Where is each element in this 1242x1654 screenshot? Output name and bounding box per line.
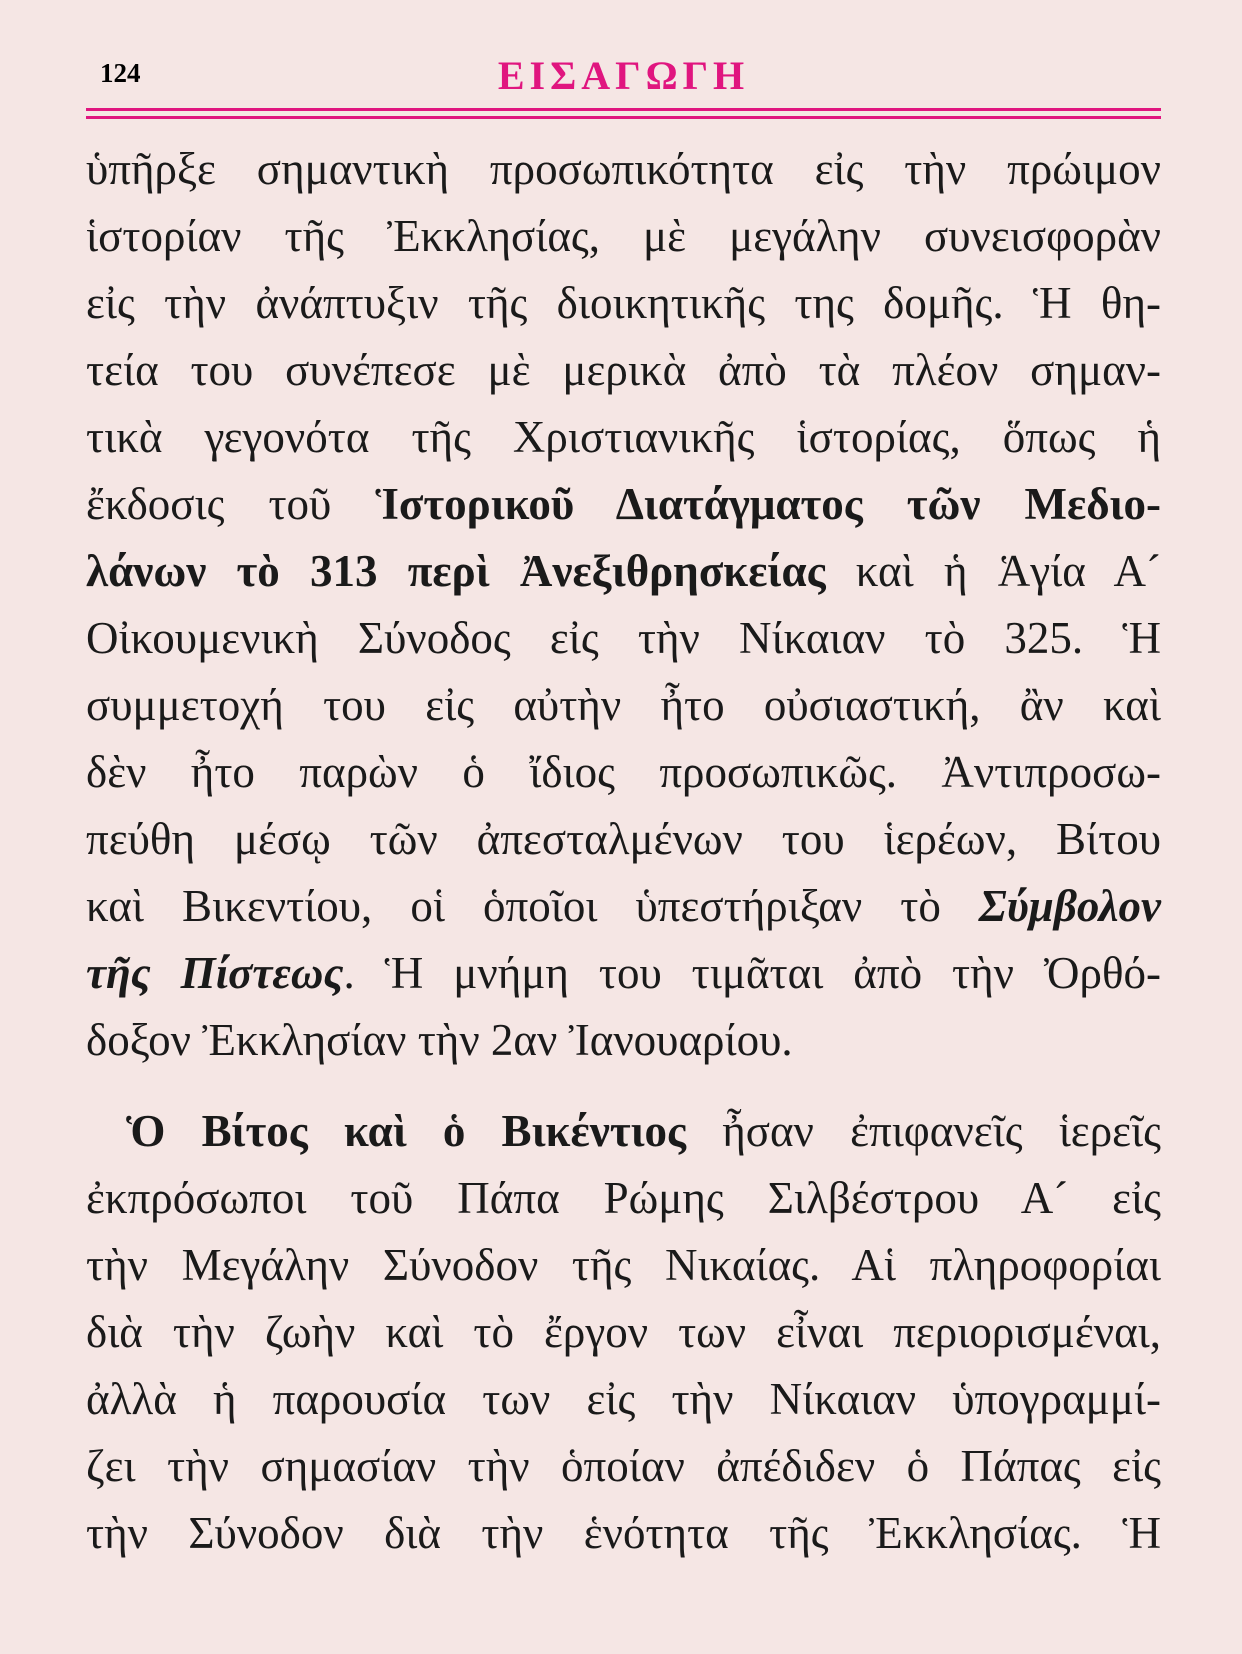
text-run: καὶ Βικεντίου, οἱ ὁποῖοι ὑπεστήριξαν τὸ xyxy=(86,881,979,931)
header-rule-top xyxy=(86,108,1161,111)
text-line xyxy=(86,1098,1161,1165)
text-line: συμμετοχή του εἰς αὐτὴν ἦτο οὐσιαστική, ἂν καὶ xyxy=(86,680,1161,730)
text-line: διὰ τὴν ζωὴν καὶ τὸ ἔργον των εἶναι περιορισμέναι, xyxy=(86,1307,1161,1357)
text-line: ἐκπρόσωποι τοῦ Πάπα Ρώμης Σιλβέστρου Α´ εἰς xyxy=(86,1173,1161,1223)
text-line: Οἰκουμενικὴ Σύνοδος εἰς τὴν Νίκαιαν τὸ 325. Ἡ xyxy=(86,613,1161,663)
text-run: ἔκδοσις τοῦ xyxy=(86,479,376,529)
text-line xyxy=(86,471,1161,538)
text-run: καὶ ἡ Ἁγία Α´ xyxy=(825,546,1161,596)
text-line: ὑπῆρξε σημαντικὴ προσωπικότητα εἰς τὴν πρώιμον xyxy=(86,144,1161,194)
bold-italic-phrase-creed-cont: τῆς Πίστεως xyxy=(86,948,344,998)
bold-phrase-edict-cont: λάνων τὸ 313 περὶ Ἀνεξιθρησκείας xyxy=(86,546,826,596)
bold-italic-phrase-creed: Σύμβολον xyxy=(978,881,1161,931)
text-line: πεύθη μέσῳ τῶν ἀπεσταλμένων του ἱερέων, Βίτου xyxy=(86,814,1161,864)
bold-phrase-vitus-vincent: Ὁ Βίτος καὶ ὁ Βικέντιος xyxy=(126,1106,687,1156)
text-line: ζει τὴν σημασίαν τὴν ὁποίαν ἀπέδιδεν ὁ Πάπας εἰς xyxy=(86,1441,1161,1491)
header-rule-bottom xyxy=(86,116,1161,119)
text-line xyxy=(86,940,1161,1007)
text-line: ἀλλὰ ἡ παρουσία των εἰς τὴν Νίκαιαν ὑπογραμμί- xyxy=(86,1374,1161,1424)
text-line: τὴν Μεγάλην Σύνοδον τῆς Νικαίας. Αἱ πληροφορίαι xyxy=(86,1240,1161,1290)
text-line: δὲν ἦτο παρὼν ὁ ἴδιος προσωπικῶς. Ἀντιπροσω- xyxy=(86,747,1161,797)
page-header xyxy=(86,52,1161,102)
text-line: δοξον Ἐκκλησίαν τὴν 2αν Ἰανουαρίου. xyxy=(86,1015,793,1065)
body-text xyxy=(86,136,1161,1567)
text-line: τεία του συνέπεσε μὲ μερικὰ ἀπὸ τὰ πλέον σημαν- xyxy=(86,345,1161,395)
page-number: 124 xyxy=(100,58,141,88)
text-run: ἦσαν ἐπιφανεῖς ἱερεῖς xyxy=(686,1106,1161,1156)
paragraph-gap xyxy=(86,1074,1161,1098)
text-line: τὴν Σύνοδον διὰ τὴν ἑνότητα τῆς Ἐκκλησίας. Ἡ xyxy=(86,1508,1161,1558)
bold-phrase-edict: Ἱστορικοῦ Διατάγματος τῶν Μεδιο- xyxy=(375,479,1161,529)
text-run: . Ἡ μνήμη του τιμᾶται ἀπὸ τὴν Ὀρθό- xyxy=(343,948,1161,998)
text-line xyxy=(86,873,1161,940)
text-line: ἱστορίαν τῆς Ἐκκλησίας, μὲ μεγάλην συνεισφορὰν xyxy=(86,211,1161,261)
running-title: ΕΙΣΑΓΩΓΗ xyxy=(497,53,750,98)
text-line: εἰς τὴν ἀνάπτυξιν τῆς διοικητικῆς της δομῆς. Ἡ θη- xyxy=(86,278,1161,328)
text-line xyxy=(86,538,1161,605)
text-line: τικὰ γεγονότα τῆς Χριστιανικῆς ἱστορίας, ὅπως ἡ xyxy=(86,412,1161,462)
